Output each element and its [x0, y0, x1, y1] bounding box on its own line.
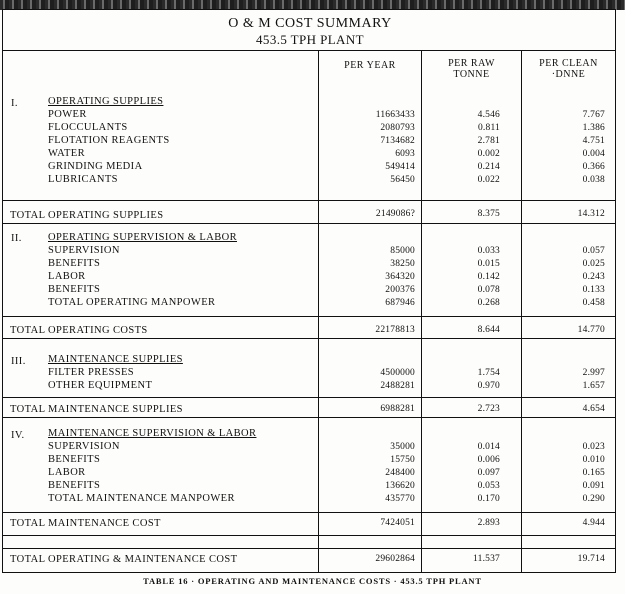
total-per-raw: 8.375: [477, 209, 500, 219]
row-per-raw: 0.097: [477, 468, 500, 478]
section-numeral: IV.: [11, 430, 25, 441]
row-label: BENEFITS: [48, 284, 101, 295]
row-per-raw: 0.033: [477, 246, 500, 256]
rule-total-1: [3, 223, 615, 224]
row-per-year: 56450: [390, 175, 415, 185]
row-label: FLOCCULANTS: [48, 122, 128, 133]
column-divider-1: [318, 50, 319, 572]
row-per-year: 687946: [385, 298, 415, 308]
header-clean-line-1: PER CLEAN: [539, 58, 598, 69]
row-per-clean: 7.767: [582, 110, 605, 120]
grand-total-per-raw: 11.537: [473, 554, 500, 564]
row-per-year: 2488281: [380, 381, 415, 391]
section-numeral: I.: [11, 98, 18, 109]
total-per-raw: 8.644: [477, 325, 500, 335]
row-label: BENEFITS: [48, 480, 101, 491]
rule-section-2: [3, 316, 615, 317]
row-per-year: 35000: [390, 442, 415, 452]
header-per-year: PER YEAR: [344, 60, 396, 71]
header-clean-line-2: ·DNNE: [551, 69, 586, 80]
header-per-clean-tonne: [522, 58, 615, 80]
rule-grand-total: [3, 548, 615, 549]
section-numeral: II.: [11, 233, 22, 244]
row-label: OTHER EQUIPMENT: [48, 380, 153, 391]
row-label: SUPERVISION: [48, 441, 120, 452]
column-divider-2: [421, 50, 422, 572]
table-title: O & M COST SUMMARY: [228, 16, 392, 31]
row-per-year: 549414: [385, 162, 415, 172]
row-per-clean: 0.025: [582, 259, 605, 269]
header-raw-line-1: PER RAW: [448, 58, 495, 69]
header-raw-line-2: TONNE: [453, 69, 490, 80]
row-per-raw: 0.142: [477, 272, 500, 282]
row-per-raw: 0.002: [477, 149, 500, 159]
row-per-clean: 0.010: [582, 455, 605, 465]
row-label: BENEFITS: [48, 454, 101, 465]
row-per-year: 85000: [390, 246, 415, 256]
row-label: LABOR: [48, 467, 86, 478]
row-per-raw: 0.014: [477, 442, 500, 452]
rule-section-1: [3, 200, 615, 201]
cost-table: [2, 9, 616, 573]
row-per-year: 200376: [385, 285, 415, 295]
header-per-raw-tonne: [422, 58, 521, 80]
row-label: TOTAL MAINTENANCE MANPOWER: [48, 493, 235, 504]
row-per-clean: 0.023: [582, 442, 605, 452]
grand-total-per-clean: 19.714: [577, 554, 605, 564]
row-per-raw: 2.781: [477, 136, 500, 146]
row-per-clean: 0.290: [582, 494, 605, 504]
total-label: TOTAL MAINTENANCE SUPPLIES: [10, 404, 183, 415]
row-per-year: 4500000: [380, 368, 415, 378]
rule-total-2: [3, 338, 615, 339]
row-per-clean: 0.133: [582, 285, 605, 295]
row-per-raw: 0.006: [477, 455, 500, 465]
row-per-raw: 0.214: [477, 162, 500, 172]
total-per-raw: 2.723: [477, 404, 500, 414]
row-per-raw: 0.811: [477, 123, 500, 133]
row-per-year: 2080793: [380, 123, 415, 133]
grand-total-label: TOTAL OPERATING & MAINTENANCE COST: [10, 554, 238, 565]
section-heading: MAINTENANCE SUPERVISION & LABOR: [48, 428, 257, 439]
row-per-raw: 0.015: [477, 259, 500, 269]
total-label: TOTAL MAINTENANCE COST: [10, 518, 161, 529]
row-label: TOTAL OPERATING MANPOWER: [48, 297, 216, 308]
row-per-clean: 0.091: [582, 481, 605, 491]
row-per-raw: 0.078: [477, 285, 500, 295]
section-heading: OPERATING SUPERVISION & LABOR: [48, 232, 237, 243]
row-per-clean: 1.386: [582, 123, 605, 133]
row-per-year: 248400: [385, 468, 415, 478]
row-per-clean: 0.243: [582, 272, 605, 282]
row-per-clean: 1.657: [582, 381, 605, 391]
row-label: POWER: [48, 109, 87, 120]
total-per-clean: 4.654: [582, 404, 605, 414]
rule-header-top: [3, 50, 615, 51]
total-per-year: 22178813: [375, 325, 415, 335]
row-label: LUBRICANTS: [48, 174, 118, 185]
row-per-clean: 0.057: [582, 246, 605, 256]
row-per-year: 38250: [390, 259, 415, 269]
section-numeral: III.: [11, 356, 26, 367]
row-per-raw: 0.170: [477, 494, 500, 504]
rule-section-4: [3, 512, 615, 513]
row-per-clean: 0.458: [582, 298, 605, 308]
row-label: FLOTATION REAGENTS: [48, 135, 170, 146]
table-caption: TABLE 16 · OPERATING AND MAINTENANCE COSTS · 453.5 TPH PLANT: [143, 576, 482, 586]
total-per-clean: 14.312: [577, 209, 605, 219]
rule-total-3: [3, 417, 615, 418]
row-per-raw: 1.754: [477, 368, 500, 378]
row-per-raw: 0.268: [477, 298, 500, 308]
total-per-year: 6988281: [380, 404, 415, 414]
row-per-clean: 0.038: [582, 175, 605, 185]
total-per-raw: 2.893: [477, 518, 500, 528]
section-heading: MAINTENANCE SUPPLIES: [48, 354, 183, 365]
row-per-raw: 4.546: [477, 110, 500, 120]
row-per-raw: 0.053: [477, 481, 500, 491]
grand-total-per-year: 29602864: [375, 554, 415, 564]
row-per-year: 7134682: [380, 136, 415, 146]
total-per-year: 7424051: [380, 518, 415, 528]
section-heading: OPERATING SUPPLIES: [48, 96, 164, 107]
row-label: WATER: [48, 148, 85, 159]
row-per-year: 136620: [385, 481, 415, 491]
total-label: TOTAL OPERATING SUPPLIES: [10, 210, 164, 221]
row-label: SUPERVISION: [48, 245, 120, 256]
column-divider-3: [521, 50, 522, 572]
row-per-clean: 0.004: [582, 149, 605, 159]
total-label: TOTAL OPERATING COSTS: [10, 325, 148, 336]
rule-total-4: [3, 535, 615, 536]
row-per-year: 15750: [390, 455, 415, 465]
row-per-year: 6093: [395, 149, 415, 159]
row-per-clean: 0.366: [582, 162, 605, 172]
row-label: FILTER PRESSES: [48, 367, 135, 378]
row-per-raw: 0.970: [477, 381, 500, 391]
table-subtitle: 453.5 TPH PLANT: [256, 32, 364, 47]
row-label: BENEFITS: [48, 258, 101, 269]
total-per-year: 2149086?: [375, 209, 415, 219]
total-per-clean: 14.770: [577, 325, 605, 335]
row-per-year: 11663433: [375, 110, 415, 120]
row-per-clean: 0.165: [582, 468, 605, 478]
total-per-clean: 4.944: [582, 518, 605, 528]
row-per-clean: 4.751: [582, 136, 605, 146]
row-per-clean: 2.997: [582, 368, 605, 378]
rule-section-3: [3, 397, 615, 398]
row-per-year: 364320: [385, 272, 415, 282]
row-label: LABOR: [48, 271, 86, 282]
row-per-raw: 0.022: [477, 175, 500, 185]
row-per-year: 435770: [385, 494, 415, 504]
row-label: GRINDING MEDIA: [48, 161, 143, 172]
